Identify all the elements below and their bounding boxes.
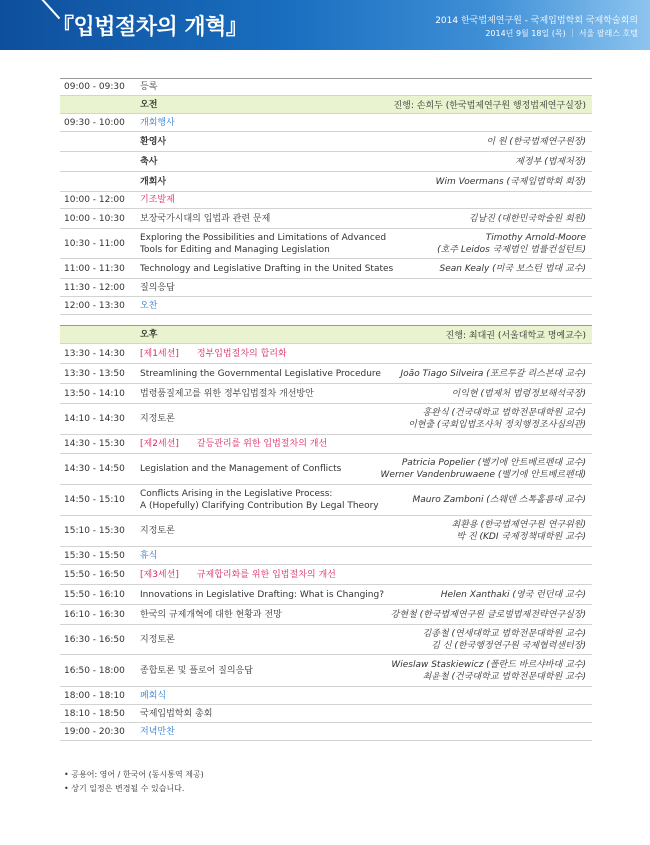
program-line: 국제입법학회 총회 [140,708,213,719]
schedule-row [60,585,592,605]
program-cell [140,605,282,624]
speaker-cell [408,404,586,434]
program-cell [140,364,381,383]
program-line: 오전 [140,99,158,110]
schedule-row [60,516,592,547]
schedule-row [60,114,592,132]
session-title: 규제합리화를 위한 입법절차의 개선 [196,569,336,580]
program-cell [140,259,393,278]
speaker-line: Patricia Popelier (벨기에 안트베르펜대 교수) [401,458,586,468]
schedule-row [60,229,592,259]
session-title: 정부입법절차의 합리화 [196,348,287,359]
program-cell [140,344,287,363]
schedule-row [60,172,592,192]
speaker-cell [423,625,586,654]
schedule-row [60,485,592,516]
schedule-row [60,192,592,209]
schedule-row [60,723,592,741]
time-cell: 14:30 - 14:50 [64,464,125,474]
speaker-cell [439,259,586,278]
program-line: Technology and Legislative Drafting in the United States [140,263,394,274]
time-cell: 13:30 - 13:50 [64,368,125,379]
program-cell [140,297,157,314]
session-tag: [제3세션] [140,569,179,580]
program-cell [140,485,379,515]
page-title: 『입법절차의 개혁』 [52,15,248,40]
program-cell [140,79,157,95]
speaker-cell [391,605,586,624]
program-cell [140,547,157,564]
time-cell: 10:00 - 12:00 [64,195,125,205]
session-tag: [제2세션] [140,439,179,449]
speaker-line: 김남진 (대한민국학술원 회원) [468,213,586,224]
speaker-line: Timothy Arnold-Moore [485,232,586,243]
chair-label: 진행: 손희두 (한국법제연구원 행정법제연구실장) [393,101,586,111]
speaker-line: 이익현 (법제처 법령정보해석국장) [451,388,586,399]
time-cell: 16:30 - 16:50 [64,634,125,645]
program-line: 축사 [140,156,158,167]
program-cell [140,229,386,258]
schedule-row [60,384,592,404]
time-cell: 13:50 - 14:10 [64,388,125,399]
footnotes [64,768,204,796]
program-cell [140,114,175,131]
time-cell: 09:30 - 10:00 [64,117,125,128]
speaker-line: (호주 Leidos 국제법인 법률컨설턴트) [437,244,586,255]
speaker-line: 최환용 (한국법제연구원 연구위원) [451,520,586,530]
schedule-row [60,655,592,687]
program-line: 지정토론 [140,634,175,645]
program-cell [140,454,341,484]
program-cell [140,209,270,228]
program-line: A (Hopefully) Clarifying Contribution By Legal Theory [140,501,379,511]
program-cell [140,585,384,604]
schedule-row [60,152,592,172]
session-band-row [60,96,592,114]
program-cell [140,723,175,740]
footnote-language: • 공용어: 영어 / 한국어 (동시통역 제공) [64,770,204,779]
schedule-row [60,364,592,384]
date-venue-line: 2014년 9월 18일 (목) ｜ 서울 팔래스 호텔 [485,29,638,38]
time-cell: 16:50 - 18:00 [64,665,125,676]
program-line: Innovations in Legislative Drafting: What is Changing? [140,589,384,600]
schedule-row [60,297,592,315]
speaker-line: Wim Voermans (국제입법학회 회장) [435,176,586,187]
program-line: 보장국가시대의 입법과 관련 문제 [140,213,271,224]
speaker-cell [437,229,586,258]
schedule-row [60,78,592,96]
program-cell [140,132,166,151]
schedule-row [60,132,592,152]
program-line: Streamlining the Governmental Legislative Procedure [140,368,381,379]
schedule-row [60,625,592,655]
speaker-line: Sean Kealy (미국 보스턴 법대 교수) [439,263,586,274]
speaker-line: João Tiago Silveira (포르투갈 리스본대 교수) [400,368,586,379]
speaker-line: 제정부 (법제처장) [515,156,586,167]
time-cell: 18:10 - 18:50 [64,708,125,719]
schedule-row [60,279,592,297]
speaker-cell [452,384,586,403]
schedule-row [60,454,592,485]
chair-label: 진행: 최대권 (서울대학교 명예교수) [445,331,586,341]
schedule-row [60,404,592,435]
speaker-line: Helen Xanthaki (영국 런던대 교수) [440,589,586,600]
program-cell [140,655,253,686]
program-line: 법령품질제고를 위한 정부입법절차 개선방안 [140,388,314,399]
program-line: 오후 [140,329,158,340]
time-cell: 14:10 - 14:30 [64,414,125,424]
program-line: Legislation and the Management of Conflicts [140,464,342,474]
time-cell: 11:00 - 11:30 [64,263,125,274]
program-cell [140,565,336,584]
program-cell [140,625,175,654]
time-cell: 14:30 - 15:30 [64,439,125,449]
program-cell [140,279,175,296]
time-cell: 18:00 - 18:10 [64,690,125,701]
program-line: Exploring the Possibilities and Limitations of Advanced [140,232,387,243]
schedule-row [60,259,592,279]
schedule-table [60,78,592,741]
program-line: 폐회식 [140,690,167,701]
speaker-cell [452,516,586,546]
schedule-row [60,705,592,723]
session-band-row [60,325,592,344]
header-banner [0,0,650,50]
program-line: Tools for Editing and Managing Legislation [140,244,330,255]
program-line: 질의응답 [140,282,175,293]
footnote-change: • 상기 일정은 변경될 수 있습니다. [64,784,185,793]
program-line: 개회사 [140,176,167,187]
program-line: 지정토론 [140,414,175,424]
program-cell [140,384,314,403]
program-cell [140,192,175,208]
schedule-row [60,435,592,454]
speaker-cell [391,655,586,686]
speaker-cell [436,172,586,191]
speaker-line: 이 원 (한국법제연구원장) [486,136,586,147]
time-cell: 11:30 - 12:00 [64,282,125,293]
program-line: 환영사 [140,136,167,147]
program-line: 휴식 [140,550,158,561]
program-cell [140,326,157,343]
time-cell: 15:50 - 16:10 [64,589,125,600]
session-tag: [제1세션] [140,348,179,359]
speaker-cell [469,209,586,228]
time-cell: 15:10 - 15:30 [64,526,125,536]
time-cell: 15:50 - 16:50 [64,569,125,580]
time-cell: 10:00 - 10:30 [64,213,125,224]
program-line: 개회행사 [140,117,175,128]
time-cell: 19:00 - 20:30 [64,726,125,737]
speaker-cell [381,454,586,484]
time-cell: 12:00 - 13:30 [64,300,125,311]
schedule-row [60,565,592,585]
speaker-cell [515,152,586,171]
program-cell [140,516,175,546]
program-line: 종합토론 및 플로어 질의응답 [140,665,253,676]
speaker-line: Werner Vandenbruwaene (벨기에 안트베르펜대) [380,470,586,480]
speaker-line: 김종철 (연세대학교 법학전문대학원 교수) [422,628,586,639]
program-cell [140,435,327,453]
section-spacer [60,315,592,325]
speaker-cell [486,132,586,151]
program-cell [140,404,175,434]
program-line: 저녁만찬 [140,726,175,737]
time-cell: 16:10 - 16:30 [64,609,125,620]
schedule-row [60,605,592,625]
speaker-line: 홍완식 (건국대학교 법학전문대학원 교수) [422,408,586,418]
program-line: 오찬 [140,300,158,311]
program-cell [140,172,166,191]
time-cell: 14:50 - 15:10 [64,495,125,505]
speaker-cell [441,585,586,604]
time-cell: 10:30 - 11:00 [64,238,125,249]
session-title: 갈등관리를 위한 입법절차의 개선 [196,439,328,449]
speaker-cell [413,485,586,515]
program-cell [140,152,157,171]
speaker-line: 김 신 (한국행정연구원 국제협력센터장) [431,640,586,651]
time-cell: 13:30 - 14:30 [64,348,125,359]
speaker-line: Wieslaw Staskiewicz (폴란드 바르샤바대 교수) [391,659,586,670]
program-line: 한국의 규제개혁에 대한 현황과 전망 [140,609,282,620]
program-cell [140,96,157,113]
speaker-line: 박 진 (KDI 국제정책대학원 교수) [456,532,586,542]
schedule-row [60,344,592,364]
speaker-cell [401,364,586,383]
program-line: 지정토론 [140,526,175,536]
speaker-line: 강현철 (한국법제연구원 글로벌법제전략연구실장) [390,609,586,620]
program-line: Conflicts Arising in the Legislative Process: [140,489,333,499]
schedule-row [60,687,592,705]
speaker-line: 이현출 (국회입법조사처 정치행정조사심의관) [408,420,586,430]
program-cell [140,687,166,704]
schedule-row [60,209,592,229]
schedule-row [60,547,592,565]
program-line: 기조발제 [140,195,175,205]
speaker-line: 최윤철 (건국대학교 법학전문대학원 교수) [422,671,586,682]
program-cell [140,705,212,722]
organizer-line: 2014 한국법제연구원 - 국제입법학회 국제학술회의 [435,16,638,26]
program-line: 등록 [140,82,158,92]
time-cell: 15:30 - 15:50 [64,550,125,561]
speaker-line: Mauro Zamboni (스웨덴 스톡홀름대 교수) [412,495,586,505]
time-cell: 09:00 - 09:30 [64,82,125,92]
